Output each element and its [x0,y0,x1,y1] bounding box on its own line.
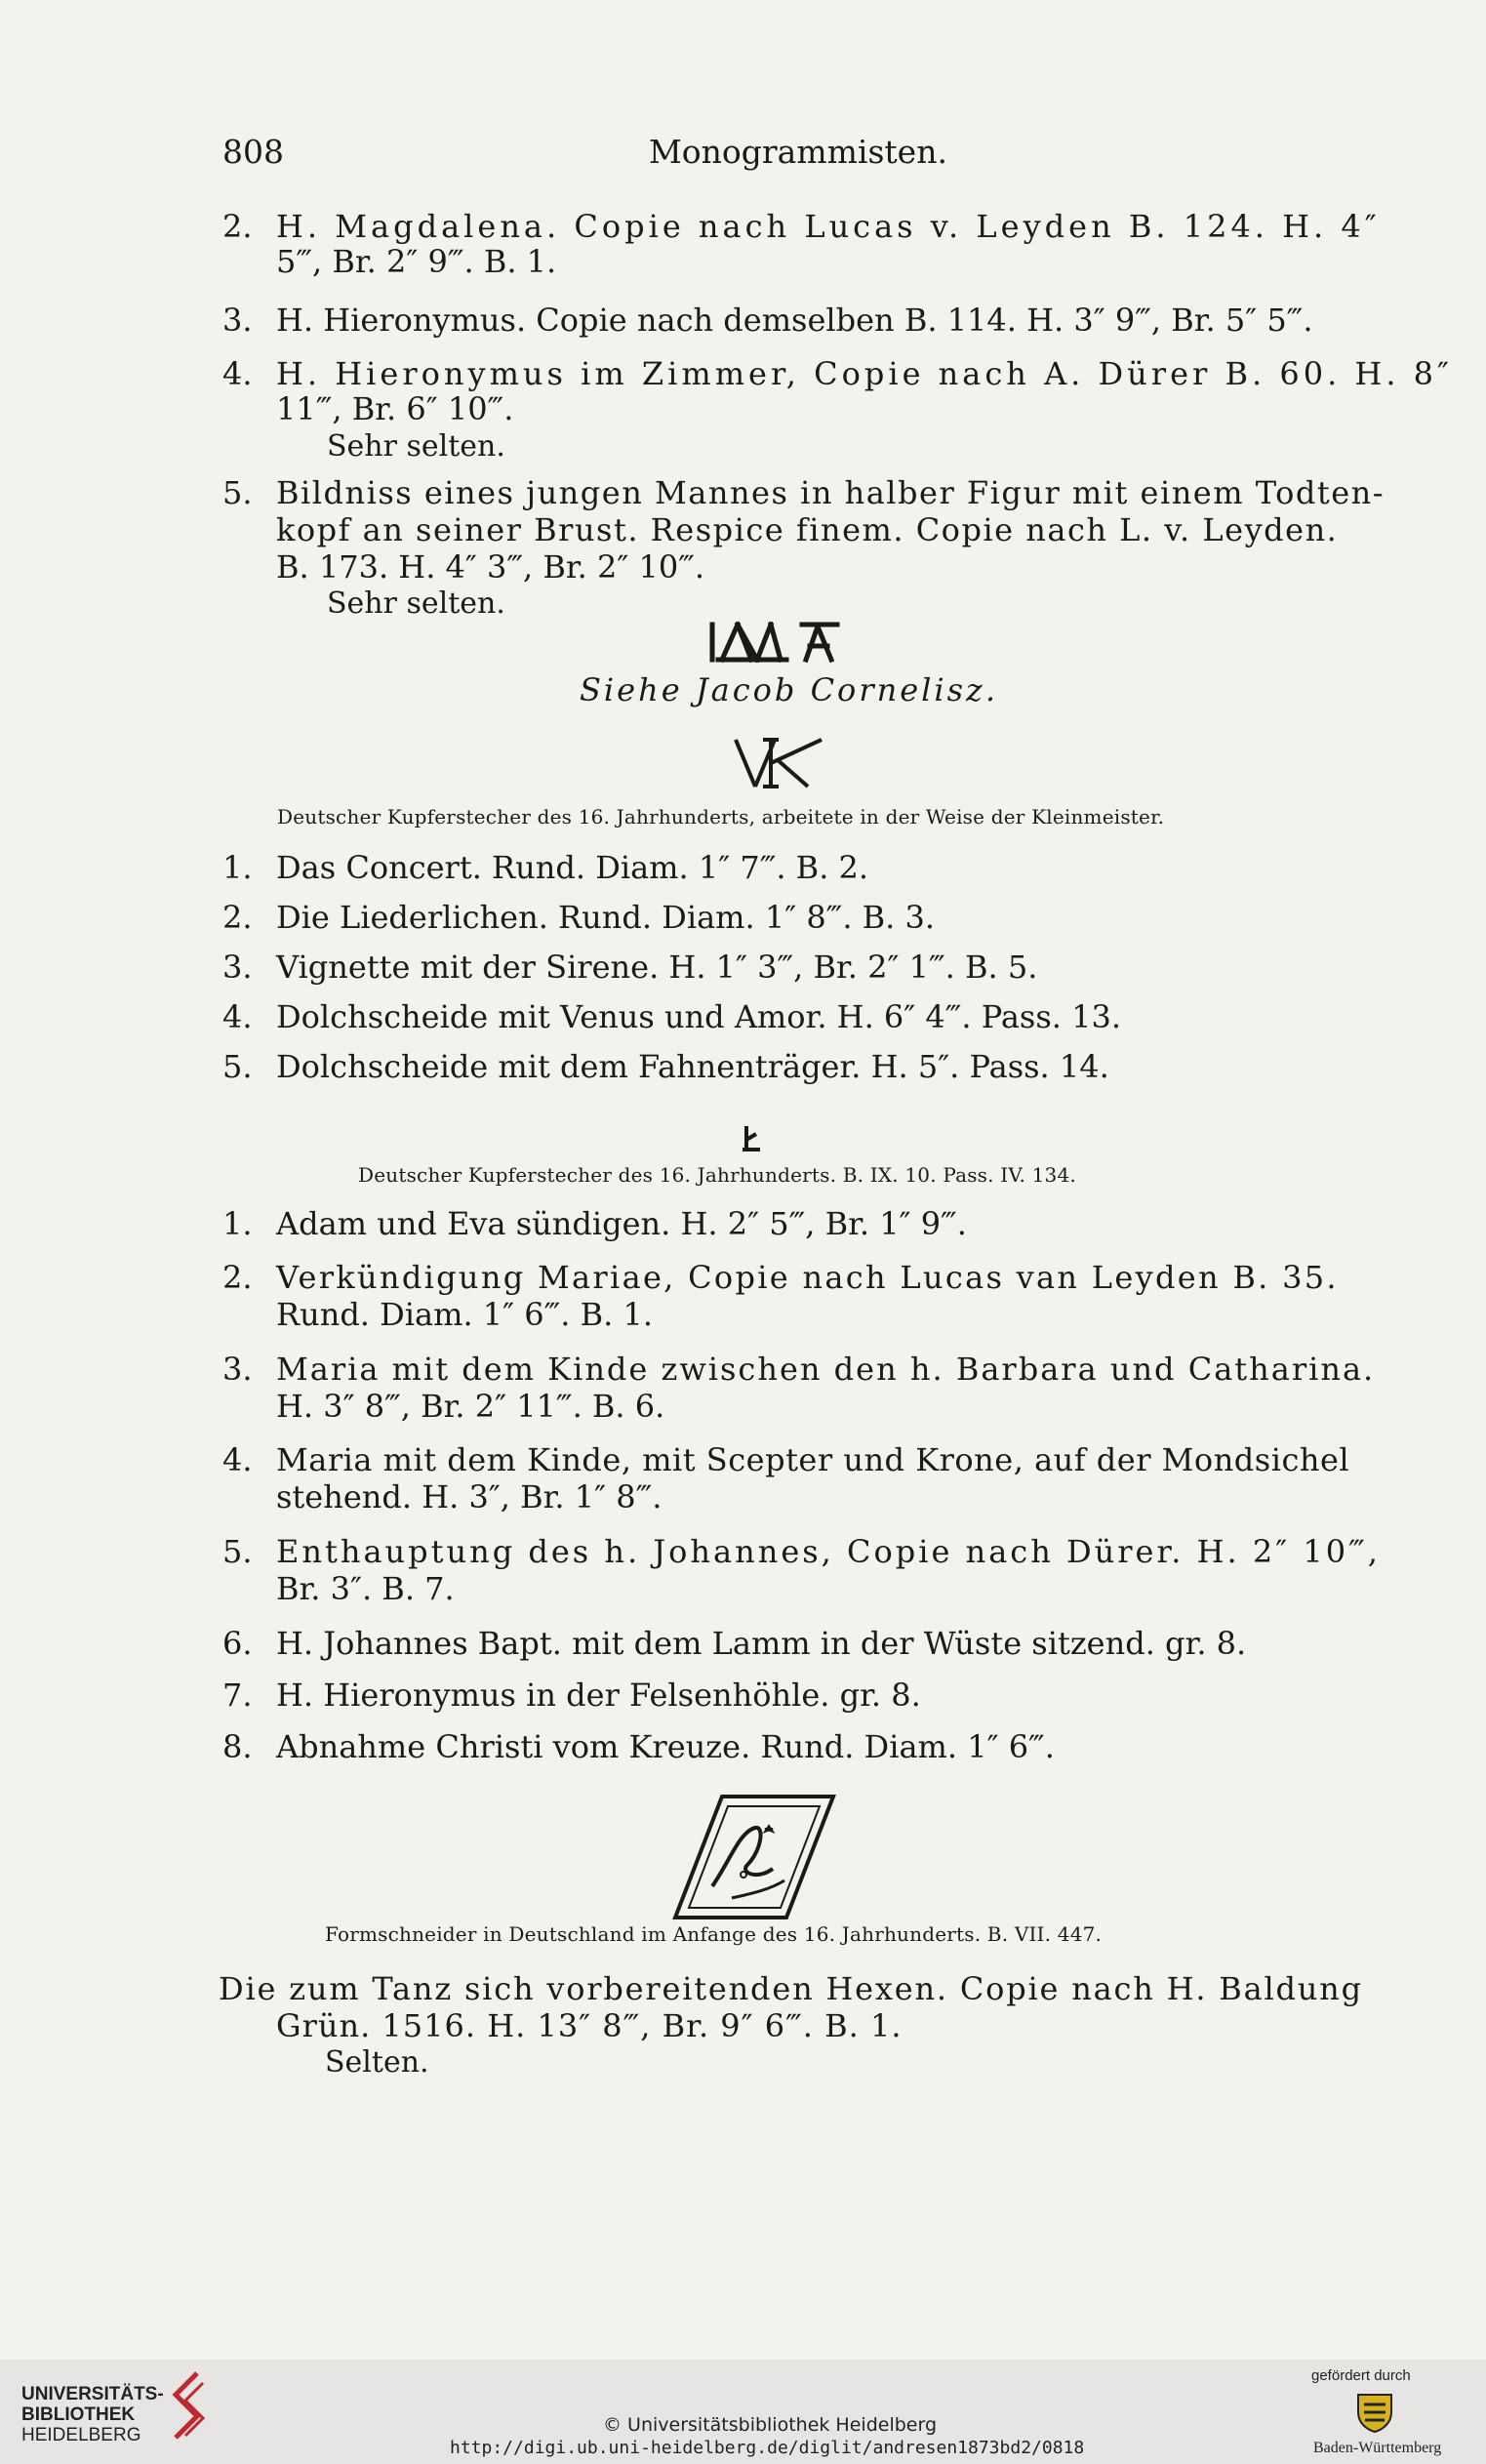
library-name-line: HEIDELBERG [21,2425,141,2445]
entry-line: H. Magdalena. Copie nach Lucas v. Leyden B. 124. H. 4″ [276,208,1381,245]
running-title: Monogrammisten. [649,133,947,171]
entry-number: 8. [222,1728,253,1765]
entry-line: H. 3″ 8‴, Br. 2″ 11‴. B. 6. [276,1388,665,1425]
coat-of-arms-icon [1352,2389,1397,2438]
entry-line: 5‴, Br. 2″ 9‴. B. 1. [276,243,557,280]
library-name-line: BIBLIOTHEK [21,2404,136,2425]
entry-line: H. Hieronymus in der Felsenhöhle. gr. 8. [276,1676,921,1714]
entry-line: Verkündigung Mariae, Copie nach Lucas van Leyden B. 35. [276,1259,1339,1296]
funder-name: Baden-Württemberg [1313,2440,1442,2456]
entry-number: 2. [222,208,253,245]
entry-number: 3. [222,302,253,339]
entry-number: 4. [222,355,253,392]
entry-line: Rund. Diam. 1″ 6‴. B. 1. [276,1296,654,1333]
entry-note: Selten. [325,2045,429,2080]
entry-number: 5. [222,1048,253,1085]
entry-number: 2. [222,899,253,936]
copyright-notice: © Universitätsbibliothek Heidelberg [603,2414,938,2436]
entry-line: Dolchscheide mit Venus und Amor. H. 6″ 4‴. Pass. 13. [276,998,1121,1035]
entry-line: Enthauptung des h. Johannes, Copie nach Dürer. H. 2″ 10‴, [276,1533,1381,1570]
entry-number: 4. [222,998,253,1035]
permalink[interactable]: http://digi.ub.uni-heidelberg.de/diglit/andresen1873bd2/0818 [450,2438,1085,2458]
entry-number: 5. [222,474,253,511]
entry-line: Bildniss eines jungen Mannes in halber Figur mit einem Todten- [276,474,1386,511]
entry-line: Maria mit dem Kinde zwischen den h. Barbara und Catharina. [276,1351,1376,1388]
entry-number: 3. [222,1351,253,1388]
entry-line: Vignette mit der Sirene. H. 1″ 3‴, Br. 2″ 1‴. B. 5. [276,949,1038,986]
section-caption: Deutscher Kupferstecher des 16. Jahrhunderts, arbeitete in der Weise der Kleinmeister. [277,805,1165,828]
entry-number: 4. [222,1441,253,1478]
entry-number: 1. [222,1205,253,1242]
paragraph-line: Grün. 1516. H. 13″ 8‴, Br. 9″ 6‴. B. 1. [276,2007,903,2044]
entry-line: Die Liederlichen. Rund. Diam. 1″ 8‴. B. 3. [276,899,936,936]
entry-number: 6. [222,1625,253,1662]
entry-line: H. Hieronymus. Copie nach demselben B. 114. H. 3″ 9‴, Br. 5″ 5‴. [276,302,1313,339]
monogram-lr-woodcut-mark [671,1793,837,1925]
entry-line: Das Concert. Rund. Diam. 1″ 7‴. B. 2. [276,849,869,886]
entry-line: H. Johannes Bapt. mit dem Lamm in der Wüste sitzend. gr. 8. [276,1625,1247,1662]
section-caption: Deutscher Kupferstecher des 16. Jahrhunderts. B. IX. 10. Pass. IV. 134. [358,1163,1076,1187]
entry-number: 5. [222,1533,253,1570]
entry-note: Sehr selten. [327,429,505,464]
monogram-l [739,1124,764,1157]
entry-note: Sehr selten. [327,586,505,621]
entry-number: 3. [222,949,253,986]
monogram-vk [734,736,827,794]
page-number: 808 [222,133,284,171]
library-logo-icon[interactable] [168,2369,207,2449]
entry-line: stehend. H. 3″, Br. 1″ 8‴. [276,1478,663,1515]
section-caption: Formschneider in Deutschland im Anfange des 16. Jahrhunderts. B. VII. 447. [325,1922,1103,1946]
entry-line: B. 173. H. 4″ 3‴, Br. 2″ 10‴. [276,548,705,586]
entry-line: Abnahme Christi vom Kreuze. Rund. Diam. 1″ 6‴. [276,1728,1055,1765]
monogram-iama [708,621,849,667]
entry-line: H. Hieronymus im Zimmer, Copie nach A. Dürer B. 60. H. 8″ [276,355,1453,392]
funding-label: gefördert durch [1311,2367,1411,2384]
entry-line: Dolchscheide mit dem Fahnenträger. H. 5″. Pass. 14. [276,1048,1109,1085]
library-name-line: UNIVERSITÄTS- [21,2384,164,2404]
entry-line: Br. 3″. B. 7. [276,1570,455,1607]
entry-number: 1. [222,849,253,886]
entry-number: 2. [222,1259,253,1296]
cross-reference: Siehe Jacob Cornelisz. [580,671,999,708]
entry-line: Adam und Eva sündigen. H. 2″ 5‴, Br. 1″ 9‴. [276,1205,967,1242]
entry-line: 11‴, Br. 6″ 10‴. [276,390,514,427]
footer-bar [0,2360,1486,2464]
entry-number: 7. [222,1676,253,1714]
entry-line: Maria mit dem Kinde, mit Scepter und Krone, auf der Mondsichel [276,1441,1350,1478]
entry-line: kopf an seiner Brust. Respice finem. Copie nach L. v. Leyden. [276,511,1339,548]
paragraph-line: Die zum Tanz sich vorbereitenden Hexen. Copie nach H. Baldung [219,1970,1363,2007]
